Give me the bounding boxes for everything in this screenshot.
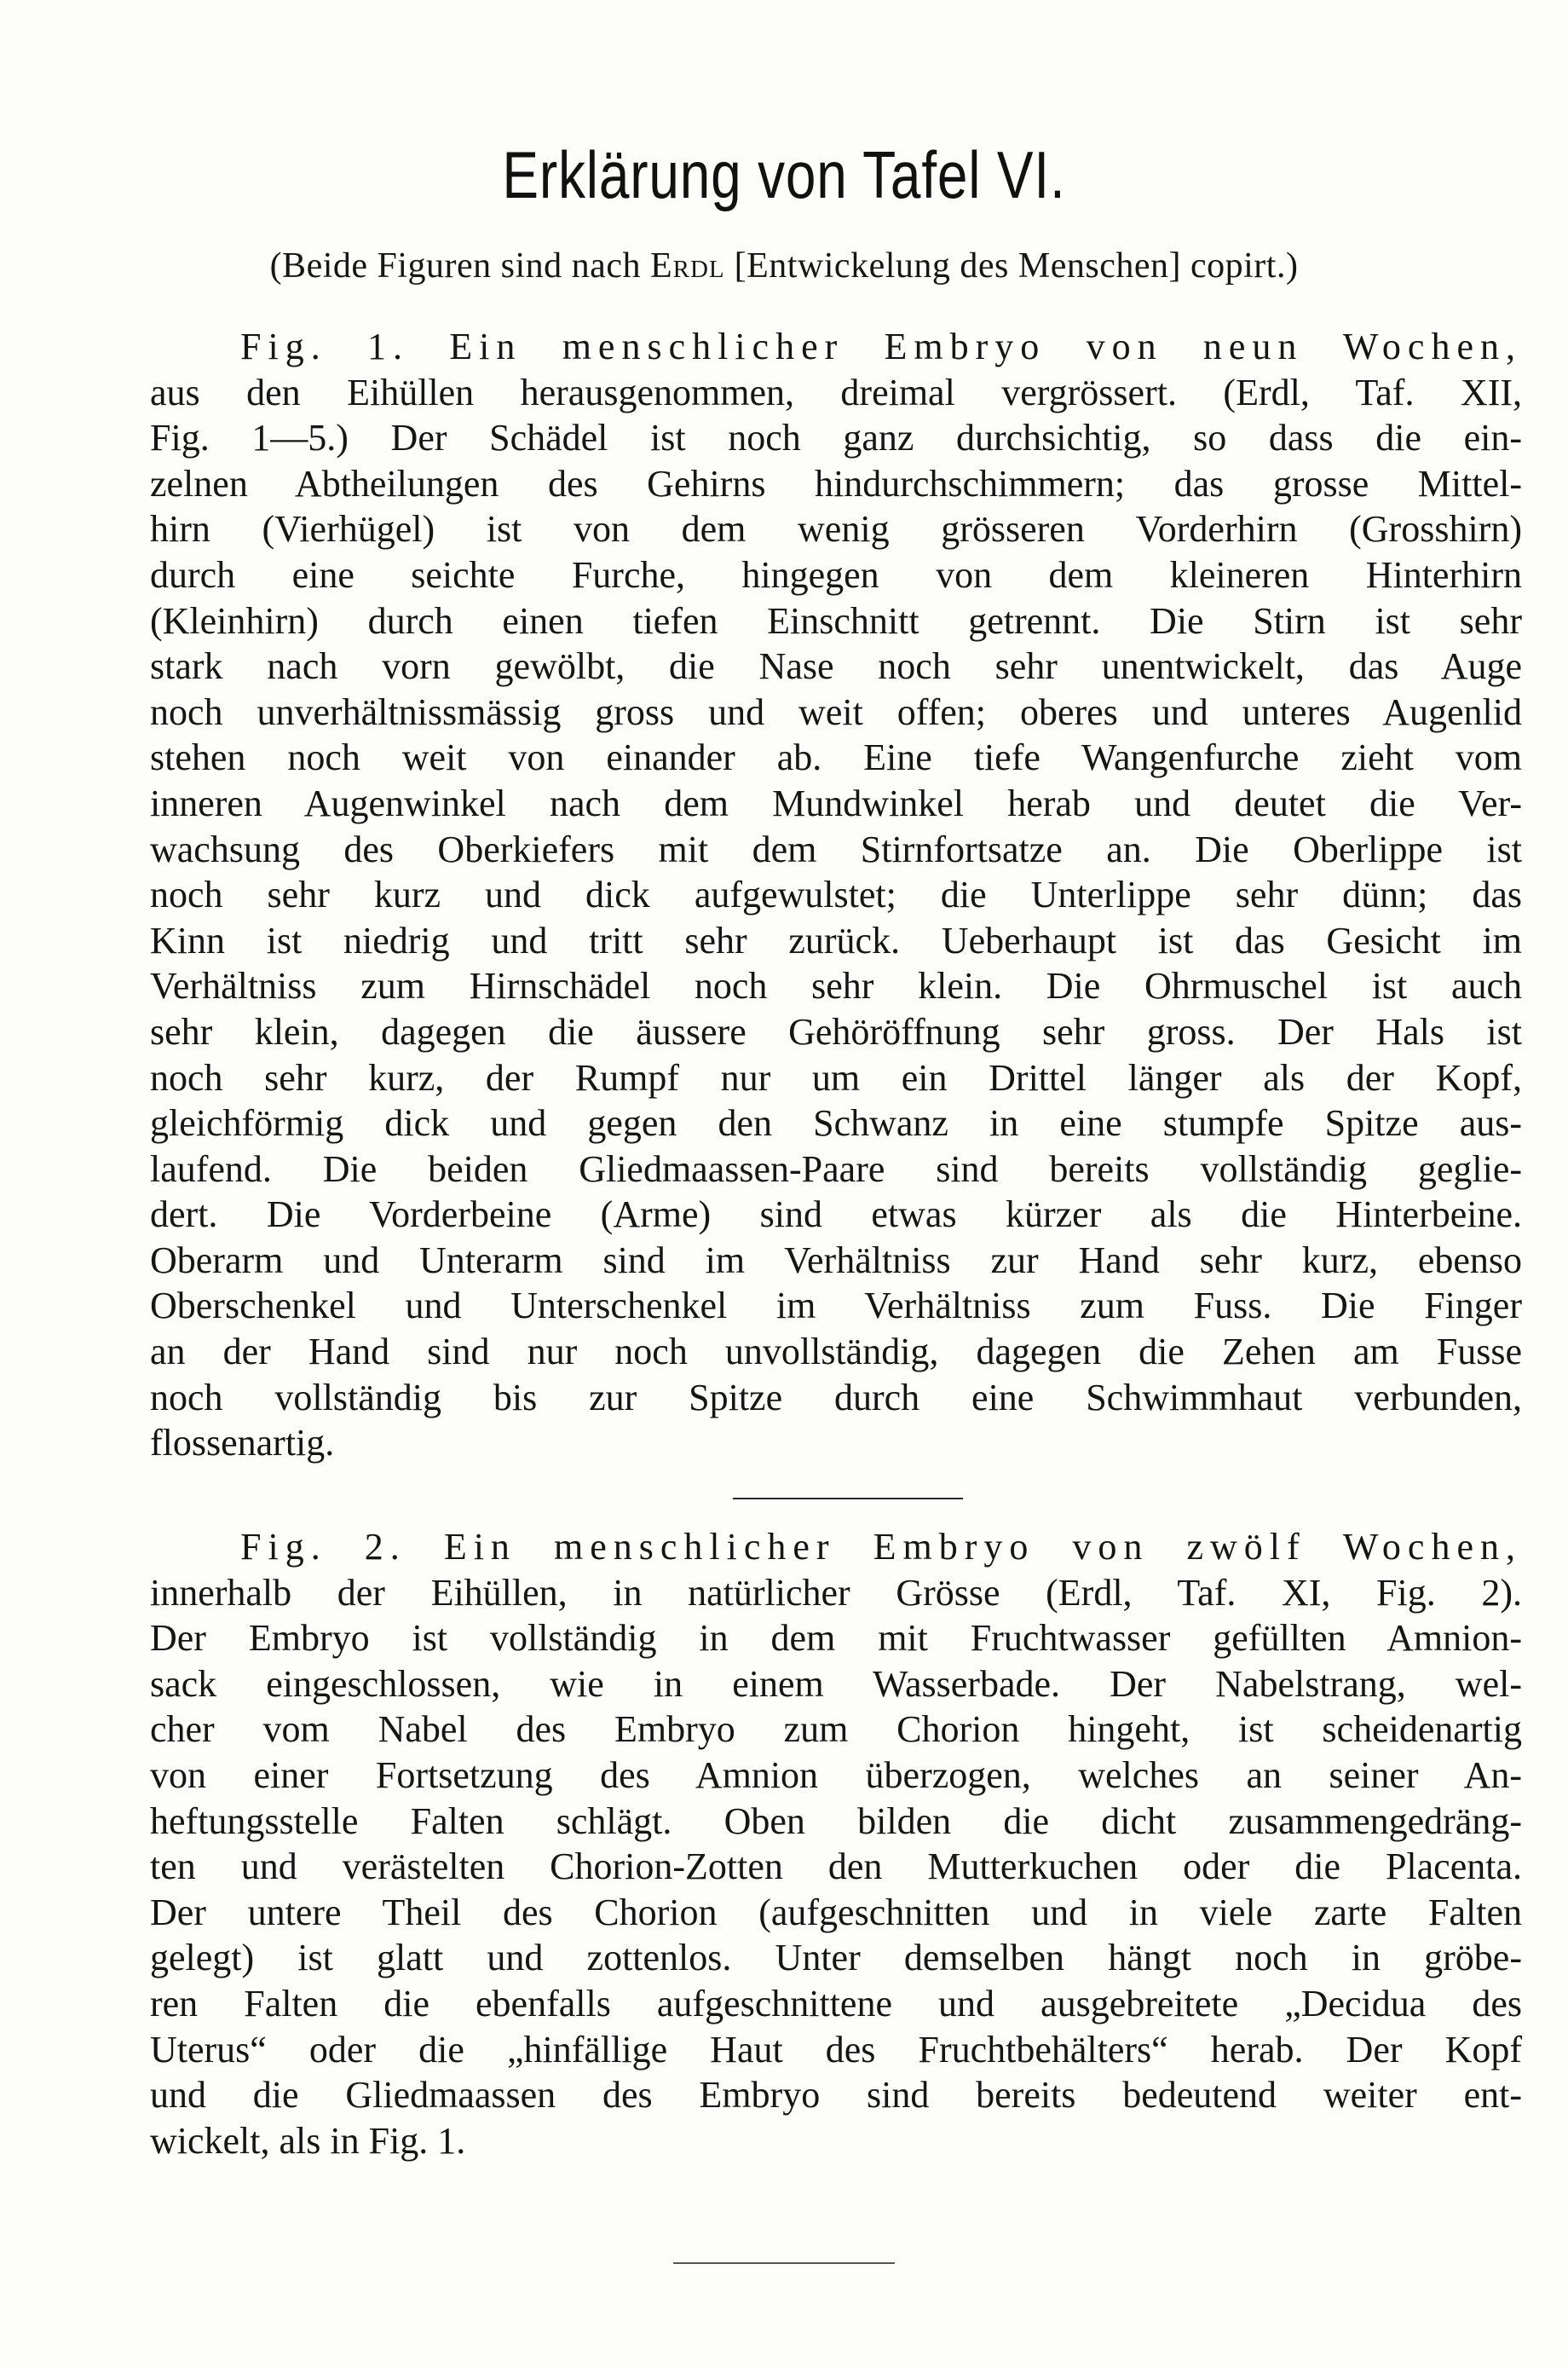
subtitle-before: (Beide Figuren sind nach xyxy=(269,246,650,286)
fig1-line: noch vollständig bis zur Spitze durch eine Schwimmhaut verbunden, xyxy=(150,1376,1522,1418)
fig2-line: ten und verästelten Chorion-Zotten den Mutterkuchen oder die Placenta. xyxy=(150,1845,1522,1888)
subtitle xyxy=(0,245,1568,286)
fig1-line: noch sehr kurz, der Rumpf nur um ein Drittel länger als der Kopf, xyxy=(150,1056,1522,1099)
fig1-line: noch sehr kurz und dick aufgewulstet; die Unterlippe sehr dünn; das xyxy=(150,874,1522,916)
fig2-line: cher vom Nabel des Embryo zum Chorion hingeht, ist scheidenartig xyxy=(150,1708,1522,1751)
fig1-line: Verhältniss zum Hirnschädel noch sehr klein. Die Ohrmuschel ist auch xyxy=(150,965,1522,1008)
fig1-line: Kinn ist niedrig und tritt sehr zurück. Ueberhaupt ist das Gesicht im xyxy=(150,919,1522,962)
page-title: Erklärung von Tafel VI. xyxy=(502,137,1066,212)
fig2-line: innerhalb der Eihüllen, in natürlicher Grösse (Erdl, Taf. XI, Fig. 2). xyxy=(150,1571,1522,1614)
fig1-line: hirn (Vierhügel) ist von dem wenig grösseren Vorderhirn (Grosshirn) xyxy=(150,508,1522,551)
fig1-line: Oberarm und Unterarm sind im Verhältniss zur Hand sehr kurz, ebenso xyxy=(150,1239,1522,1281)
end-divider xyxy=(673,2262,895,2264)
subtitle-author: Erdl xyxy=(649,246,725,286)
fig1-line: dert. Die Vorderbeine (Arme) sind etwas kürzer als die Hinterbeine. xyxy=(150,1193,1522,1236)
fig1-line: Oberschenkel und Unterschenkel im Verhältniss zum Fuss. Die Finger xyxy=(150,1285,1522,1327)
fig2-line: ren Falten die ebenfalls aufgeschnittene und ausgebreitete „Decidua des xyxy=(150,1982,1522,2024)
fig1-paragraph xyxy=(150,324,1522,1466)
fig1-line: stehen noch weit von einander ab. Eine tiefe Wangenfurche zieht vom xyxy=(150,736,1522,779)
fig1-line: sehr klein, dagegen die äussere Gehöröffnung sehr gross. Der Hals ist xyxy=(150,1010,1522,1053)
fig1-line: Fig. 1—5.) Der Schädel ist noch ganz durchsichtig, so dass die ein- xyxy=(150,417,1522,459)
section-divider xyxy=(733,1498,963,1499)
fig2-line: heftungsstelle Falten schlägt. Oben bilden die dicht zusammengedräng- xyxy=(150,1799,1522,1842)
fig2-line: Fig. 2. Ein menschlicher Embryo von zwölf Wochen, xyxy=(240,1526,1522,1568)
fig2-line: wickelt, als in Fig. 1. xyxy=(150,2119,466,2162)
fig2-line: Uterus“ oder die „hinfällige Haut des Fruchtbehälters“ herab. Der Kopf xyxy=(150,2028,1522,2071)
fig1-line: stark nach vorn gewölbt, die Nase noch sehr unentwickelt, das Auge xyxy=(150,645,1522,688)
fig2-line: und die Gliedmaassen des Embryo sind bereits bedeutend weiter ent- xyxy=(150,2074,1522,2117)
fig1-line: durch eine seichte Furche, hingegen von dem kleineren Hinterhirn xyxy=(150,553,1522,596)
fig1-line: laufend. Die beiden Gliedmaassen-Paare sind bereits vollständig geglie- xyxy=(150,1147,1522,1190)
fig1-line: noch unverhältnissmässig gross und weit offen; oberes und unteres Augenlid xyxy=(150,690,1522,733)
fig2-line: sack eingeschlossen, wie in einem Wasserbade. Der Nabelstrang, wel- xyxy=(150,1662,1522,1705)
fig2-line: Der untere Theil des Chorion (aufgeschnitten und in viele zarte Falten xyxy=(150,1891,1522,1933)
fig1-line: wachsung des Oberkiefers mit dem Stirnfortsatze an. Die Oberlippe ist xyxy=(150,828,1522,870)
fig2-line: von einer Fortsetzung des Amnion überzogen, welches an seiner An- xyxy=(150,1753,1522,1796)
fig1-line: zelnen Abtheilungen des Gehirns hindurchschimmern; das grosse Mittel- xyxy=(150,462,1522,505)
fig1-line: inneren Augenwinkel nach dem Mundwinkel herab und deutet die Ver- xyxy=(150,782,1522,824)
fig2-line: gelegt) ist glatt und zottenlos. Unter demselben hängt noch in gröbe- xyxy=(150,1937,1522,1979)
fig2-line: Der Embryo ist vollständig in dem mit Fruchtwasser gefüllten Amnion- xyxy=(150,1617,1522,1660)
subtitle-after: [Entwickelung des Menschen] copirt.) xyxy=(724,246,1299,286)
fig1-line: Fig. 1. Ein menschlicher Embryo von neun Wochen, xyxy=(240,326,1522,367)
fig1-line: aus den Eihüllen herausgenommen, dreimal vergrössert. (Erdl, Taf. XII, xyxy=(150,371,1522,413)
fig1-line: an der Hand sind nur noch unvollständig, dagegen die Zehen am Fusse xyxy=(150,1331,1522,1373)
fig1-line: flossenartig. xyxy=(150,1422,335,1464)
fig2-paragraph xyxy=(150,1524,1522,2163)
fig1-line: (Kleinhirn) durch einen tiefen Einschnitt getrennt. Die Stirn ist sehr xyxy=(150,599,1522,642)
fig1-line: gleichförmig dick und gegen den Schwanz in eine stumpfe Spitze aus- xyxy=(150,1102,1522,1145)
